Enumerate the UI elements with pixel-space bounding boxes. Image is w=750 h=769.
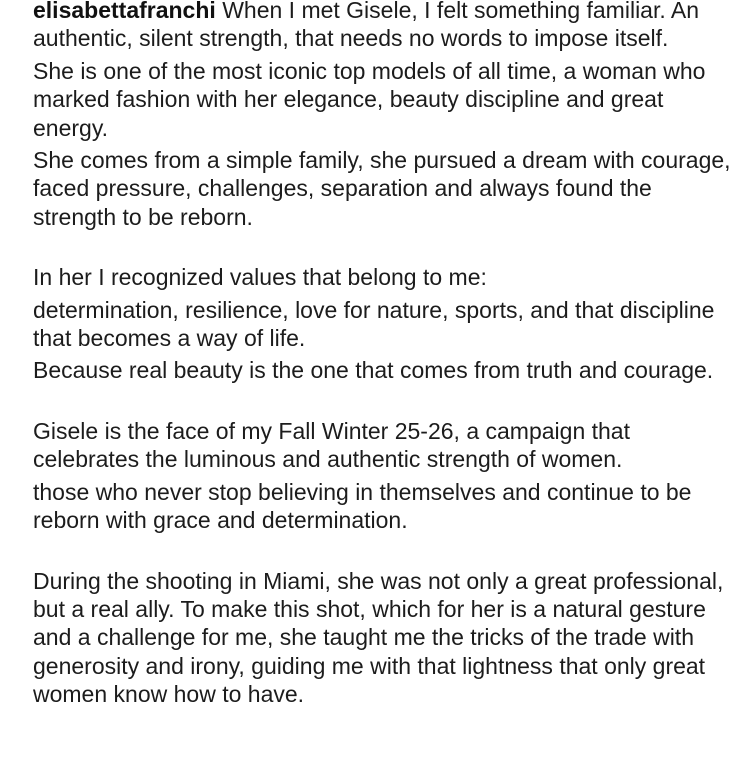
caption-paragraph: those who never stop believing in themselves and continue to be reborn with grace and determination. xyxy=(33,478,692,534)
caption-paragraph: Gisele is the face of my Fall Winter 25-26, a campaign that celebrates the luminous and authentic strength of women. xyxy=(33,417,630,473)
caption-paragraph xyxy=(33,0,733,53)
paragraph-spacer xyxy=(33,389,733,417)
caption-paragraph: Because real beauty is the one that comes from truth and courage. xyxy=(33,357,714,384)
caption-paragraph: During the shooting in Miami, she was not only a great professional, but a real ally. To make this shot, which for her is a natural gesture and a challenge for me, she taught me the tricks of the trade with generosity and irony, guiding me with that lightness that only great women know how to have. xyxy=(33,567,724,708)
post-caption xyxy=(33,0,733,713)
caption-text: When I met Gisele, I felt something familiar. An authentic, silent strength, that needs no words to impose itself. xyxy=(33,0,699,52)
paragraph-spacer xyxy=(33,539,733,567)
username-link[interactable]: elisabettafranchi xyxy=(33,0,216,23)
caption-paragraph: determination, resilience, love for nature, sports, and that discipline that becomes a way of life. xyxy=(33,296,715,352)
caption-paragraph: In her I recognized values that belong to me: xyxy=(33,264,487,291)
caption-paragraph: She is one of the most iconic top models of all time, a woman who marked fashion with her elegance, beauty discipline and great energy. xyxy=(33,57,706,141)
paragraph-spacer xyxy=(33,235,733,263)
caption-paragraph: She comes from a simple family, she pursued a dream with courage, faced pressure, challenges, separation and always found the strength to be reborn. xyxy=(33,147,731,230)
